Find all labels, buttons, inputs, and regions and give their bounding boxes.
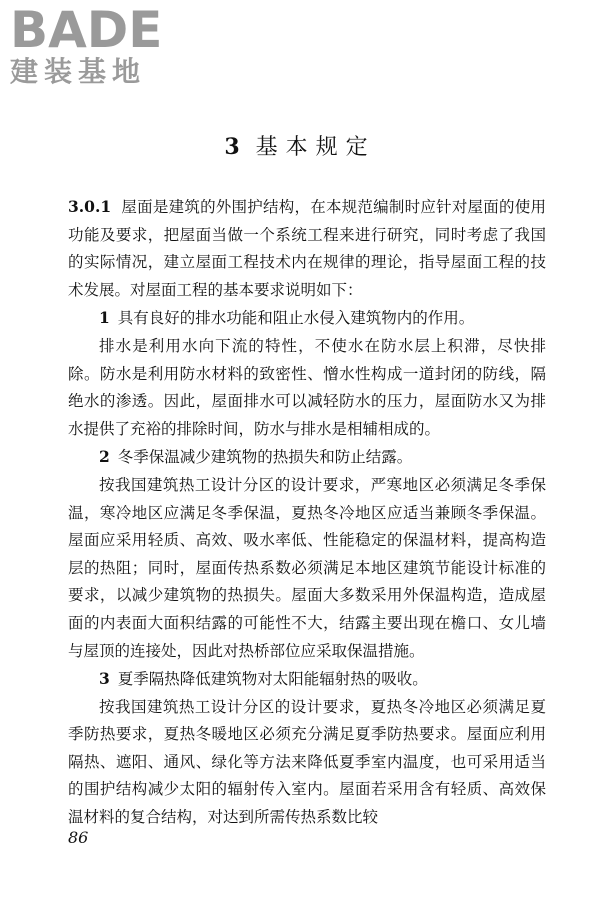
chapter-number: 3 — [224, 134, 242, 160]
logo-wordmark: BADE — [10, 1, 163, 59]
item-heading-text: 具有良好的排水功能和阻止水侵入建筑物内的作用。 — [117, 309, 475, 328]
item-heading — [68, 443, 546, 472]
item-heading-text: 夏季隔热降低建筑物对太阳能辐射热的吸收。 — [117, 670, 428, 689]
clause-number: 3.0.1 — [68, 197, 112, 216]
logo — [10, 1, 185, 88]
item-heading — [68, 304, 546, 333]
chapter-heading — [0, 130, 600, 161]
clause-paragraph — [68, 193, 546, 304]
logo-subtitle: 建装基地 — [10, 55, 147, 88]
page-number: 86 — [68, 828, 89, 847]
item-heading — [68, 665, 546, 694]
chapter-title: 基本规定 — [255, 135, 376, 160]
item-body: 排水是利用水向下流的特性，不使水在防水层上积滞，尽快排除。防水是利用防水材料的致密性、憎水性构成一道封闭的防线，隔绝水的渗透。因此，屋面排水可以减轻防水的压力，屋面防水又为排水提供了充裕的排除时间，防水与排水是相辅相成的。 — [68, 336, 546, 438]
clause-text: 屋面是建筑的外围护结构，在本规范编制时应针对屋面的使用功能及要求，把屋面当做一个系统工程来进行研究，同时考虑了我国的实际情况，建立屋面工程技术内在规律的理论，指导屋面工程的技术发展。对屋面工程的基本要求说明如下： — [68, 198, 546, 299]
body-text — [68, 193, 546, 832]
item-heading-text: 冬季保温减少建筑物的热损失和防止结露。 — [117, 448, 413, 467]
item-number: 2 — [99, 447, 110, 467]
item-body: 按我国建筑热工设计分区的设计要求，严寒地区必须满足冬季保温，寒冷地区应满足冬季保温，夏热冬冷地区应适当兼顾冬季保温。屋面应采用轻质、高效、吸水率低、性能稳定的保温材料，提高构造层的热阻；同时，屋面传热系数必须满足本地区建筑节能设计标准的要求，以减少建筑物的热损失。屋面大多数采用外保温构造，造成屋面的内表面大面积结露的可能性不大，结露主要出现在檐口、女儿墙与屋顶的连接处，因此对热桥部位应采取保温措施。 — [68, 475, 546, 660]
item-number: 3 — [99, 669, 110, 689]
item-number: 1 — [99, 308, 110, 328]
item-body: 按我国建筑热工设计分区的设计要求，夏热冬冷地区必须满足夏季防热要求，夏热冬暖地区必须充分满足夏季防热要求。屋面应利用隔热、遮阳、通风、绿化等方法来降低夏季室内温度，也可采用适当的围护结构减少太阳的辐射传入室内。屋面若采用含有轻质、高效保温材料的复合结构，对达到所需传热系数比较 — [68, 697, 546, 827]
